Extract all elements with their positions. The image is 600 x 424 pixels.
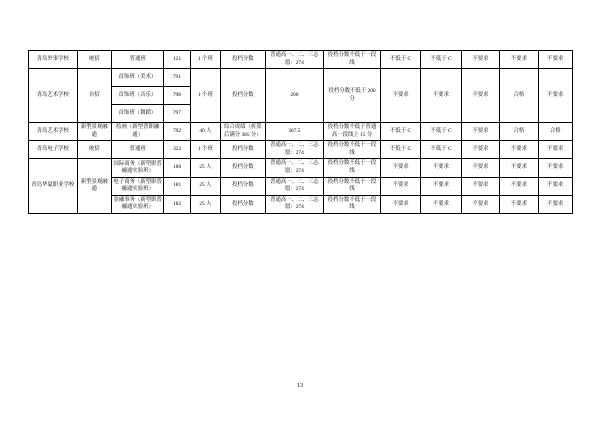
cell-plan: 25 人 <box>190 177 220 195</box>
cell-req6: 不要求 <box>538 69 572 123</box>
cell-req3: 不低于 C <box>421 51 461 69</box>
cell-major-code-group <box>111 69 190 123</box>
cell-req6: 不要求 <box>538 177 572 195</box>
table-row <box>29 69 573 123</box>
cell-req4: 不要求 <box>461 69 499 123</box>
cell-plan: 1 个班 <box>190 141 220 159</box>
cell-code: 180 <box>164 159 190 177</box>
major-subrow <box>112 69 190 86</box>
cell-type: 自招 <box>77 69 111 123</box>
cell-req1: 投档分数不低于 200 分 <box>324 69 381 123</box>
cell-req2: 不低于 C <box>380 141 420 159</box>
cell-major: 金融事务（新型职普融通实验班） <box>111 195 164 213</box>
cell-mode: 投档分数 <box>221 51 265 69</box>
cell-score: 普通高一、二、三志愿：274 <box>265 195 324 213</box>
cell-req5: 合格 <box>500 69 538 123</box>
cell-major: 首饰班（美术） <box>112 69 164 86</box>
cell-plan: 1 个班 <box>190 69 220 123</box>
cell-type: 统招 <box>77 141 111 159</box>
cell-code: 181 <box>164 177 190 195</box>
cell-req1: 投档分数不低于普通高一段线上 15 分 <box>324 123 381 141</box>
cell-plan: 1 个班 <box>190 51 220 69</box>
cell-major: 普通班 <box>111 141 164 159</box>
cell-mode: 投档分数 <box>221 141 265 159</box>
cell-req4: 不要求 <box>461 141 499 159</box>
admission-table <box>28 50 573 214</box>
cell-plan: 25 人 <box>190 195 220 213</box>
cell-req2: 不低于 C <box>380 51 420 69</box>
cell-req3: 不低于 C <box>421 141 461 159</box>
cell-mode: 投档分数 <box>221 69 265 123</box>
cell-req3: 不要求 <box>421 195 461 213</box>
cell-major: 国际商务（新型职普融通实验班） <box>111 159 164 177</box>
cell-type: 统招 <box>77 51 111 69</box>
cell-major: 电子商务（新型职普融通实验班） <box>111 177 164 195</box>
cell-major: 普通班 <box>111 51 164 69</box>
table-row <box>29 51 573 69</box>
cell-mode: 投档分数 <box>221 177 265 195</box>
cell-req5: 不要求 <box>500 51 538 69</box>
cell-school: 青岛外事学校 <box>29 51 78 69</box>
table-row <box>29 123 573 141</box>
cell-mode: 投档分数 <box>221 195 265 213</box>
major-subrow <box>112 86 190 104</box>
cell-req2: 不要求 <box>380 177 420 195</box>
cell-score: 200 <box>265 69 324 123</box>
cell-req5: 不要求 <box>500 195 538 213</box>
cell-score: 普通高一、二、三志愿：274 <box>265 159 324 177</box>
cell-req6: 不要求 <box>538 51 572 69</box>
admission-table-wrapper <box>28 50 573 214</box>
cell-req1: 投档分数不低于一段线 <box>324 141 381 159</box>
cell-req2: 不要求 <box>380 159 420 177</box>
page-number: 13 <box>297 383 303 389</box>
cell-score: 普通高一、二、三志愿：274 <box>265 51 324 69</box>
cell-req5: 不要求 <box>500 159 538 177</box>
cell-req4: 不要求 <box>461 159 499 177</box>
cell-req4: 不要求 <box>461 123 499 141</box>
cell-school: 青岛电子学校 <box>29 141 78 159</box>
cell-req3: 不要求 <box>421 159 461 177</box>
major-subrow <box>112 104 190 122</box>
cell-code: 322 <box>164 141 190 159</box>
cell-req4: 不要求 <box>461 177 499 195</box>
cell-school: 青岛艺术学校 <box>29 69 78 123</box>
table-row <box>29 159 573 177</box>
cell-code: 792 <box>164 123 190 141</box>
cell-score: 307.5 <box>265 123 324 141</box>
cell-code: 121 <box>164 51 190 69</box>
cell-mode: 综合成绩（折算后满分 385 分） <box>221 123 265 141</box>
cell-req6: 不要求 <box>538 159 572 177</box>
cell-req2: 不要求 <box>380 195 420 213</box>
cell-req4: 不要求 <box>461 51 499 69</box>
cell-req6: 不要求 <box>538 195 572 213</box>
cell-code: 798 <box>172 91 181 98</box>
cell-req5: 不要求 <box>500 141 538 159</box>
cell-type: 新型景观融通 <box>77 123 111 141</box>
cell-major: 绘画（新型普职融通） <box>111 123 164 141</box>
cell-req1: 投档分数不低于一段线 <box>324 195 381 213</box>
cell-mode: 投档分数 <box>221 159 265 177</box>
cell-code: 791 <box>172 73 181 80</box>
cell-req1: 投档分数不低于一段线 <box>324 159 381 177</box>
cell-code: 182 <box>164 195 190 213</box>
cell-req5: 不要求 <box>500 177 538 195</box>
cell-req3: 不要求 <box>421 177 461 195</box>
cell-req3: 不低于 C <box>421 123 461 141</box>
cell-req1: 投档分数不低于一段线 <box>324 51 381 69</box>
cell-req4: 不要求 <box>461 195 499 213</box>
cell-req1: 投档分数不低于一段线 <box>324 177 381 195</box>
cell-req5: 合格 <box>500 123 538 141</box>
cell-req2: 不低于 C <box>380 123 420 141</box>
cell-major: 首饰班（音乐） <box>112 87 164 104</box>
cell-school: 青岛艺术学校 <box>29 123 78 141</box>
cell-code: 797 <box>172 109 181 116</box>
cell-score: 普通高一、二、三志愿：274 <box>265 177 324 195</box>
cell-score: 普通高一、二、三志愿：274 <box>265 141 324 159</box>
cell-plan: 25 人 <box>190 159 220 177</box>
cell-plan: 40 人 <box>190 123 220 141</box>
cell-school: 青岛华夏职业学校 <box>29 159 78 213</box>
cell-req3: 不要求 <box>421 69 461 123</box>
cell-type: 新型景观融通 <box>77 159 111 213</box>
cell-req6: 不要求 <box>538 141 572 159</box>
cell-major: 首饰班（舞蹈） <box>112 105 164 122</box>
table-row <box>29 141 573 159</box>
cell-req6: 合格 <box>538 123 572 141</box>
cell-req2: 不要求 <box>380 69 420 123</box>
